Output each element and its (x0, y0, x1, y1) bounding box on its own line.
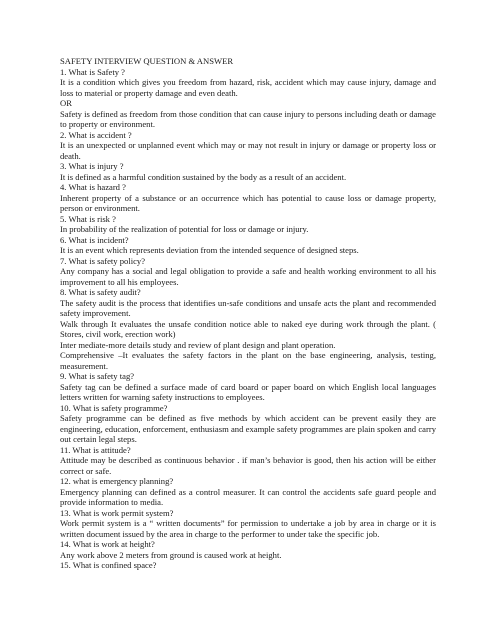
answer: Safety is defined as freedom from those condition that can cause injury to persons including death or damage to property or environment. (60, 108, 436, 129)
answer: It is an unexpected or unplanned event which may or may not result in injury or damage or property loss or death. (60, 140, 436, 161)
question: 11. What is attitude? (60, 444, 131, 455)
answer: Work permit system is a “ written documents” for permission to undertake a job by area in charge or it is written document issued by the area in charge to the performer to under take the specific job. (60, 518, 436, 539)
answer: Emergency planning can defined as a control measurer. It can control the accidents safe guard people and provide information to media. (60, 486, 436, 507)
answer: Safety tag can be defined a surface made of card board or paper board on which English local languages letters written for warning safety instructions to employees. (60, 381, 436, 402)
answer: It is a condition which gives you freedom from hazard, risk, accident which may cause injury, damage and loss to material or property damage and even death. (60, 77, 436, 98)
answer: Inherent property of a substance or an occurrence which has potential to cause loss or damage property, person or environment. (60, 192, 436, 213)
question: 3. What is injury ? (60, 161, 124, 171)
question: 1. What is Safety ? (60, 66, 125, 77)
document-body (60, 56, 436, 571)
answer: It is defined as a harmful condition sustained by the body as a result of an accident. (60, 171, 347, 182)
question: 14. What is work at height? (60, 539, 155, 549)
answer: Walk through It evaluates the unsafe condition notice able to naked eye during work through the plant. ( Stores, civil work, erection work) (60, 318, 436, 339)
answer: Comprehensive –It evaluates the safety factors in the plant on the base engineering, analysis, testing, measurement. (60, 350, 436, 371)
answer: It is an event which represents deviation from the intended sequence of designed steps. (60, 245, 359, 255)
question: 12. what is emergency planning? (60, 476, 174, 486)
answer: Any company has a social and legal obligation to provide a safe and health working environment to all his improvement to all his employees. (60, 266, 436, 287)
question: 6. What is incident? (60, 234, 129, 245)
question: 2. What is accident ? (60, 129, 132, 140)
answer: Inter mediate-more details study and review of plant design and plant operation. (60, 339, 336, 350)
question: 9. What is safety tag? (60, 371, 135, 381)
answer: Any work above 2 meters from ground is caused work at height. (60, 549, 282, 560)
separator-or: OR (60, 98, 72, 108)
question: 13. What is work permit system? (60, 507, 174, 518)
document-title: SAFETY INTERVIEW QUESTION & ANSWER (60, 56, 234, 66)
question: 8. What is safety audit? (60, 287, 141, 297)
answer: In probability of the realization of potential for loss or damage or injury. (60, 224, 309, 234)
question: 10. What is safety programme? (60, 402, 168, 413)
question: 7. What is safety policy? (60, 255, 146, 266)
question: 4. What is hazard ? (60, 182, 126, 192)
answer: The safety audit is the process that identifies un-safe conditions and unsafe acts the plant and recommended safety improvement. (60, 297, 436, 318)
question: 5. What is risk ? (60, 213, 116, 224)
answer: Attitude may be described as continuous behavior . if man’s behavior is good, then his action will be either correct or safe. (60, 455, 436, 476)
question: 15. What is confined space? (60, 560, 157, 570)
answer: Safety programme can be defined as five methods by which accident can be prevent easily they are engineering, education, enforcement, enthusiasm and example safety programmes are plain spoken and carry out certain legal steps. (60, 413, 436, 444)
